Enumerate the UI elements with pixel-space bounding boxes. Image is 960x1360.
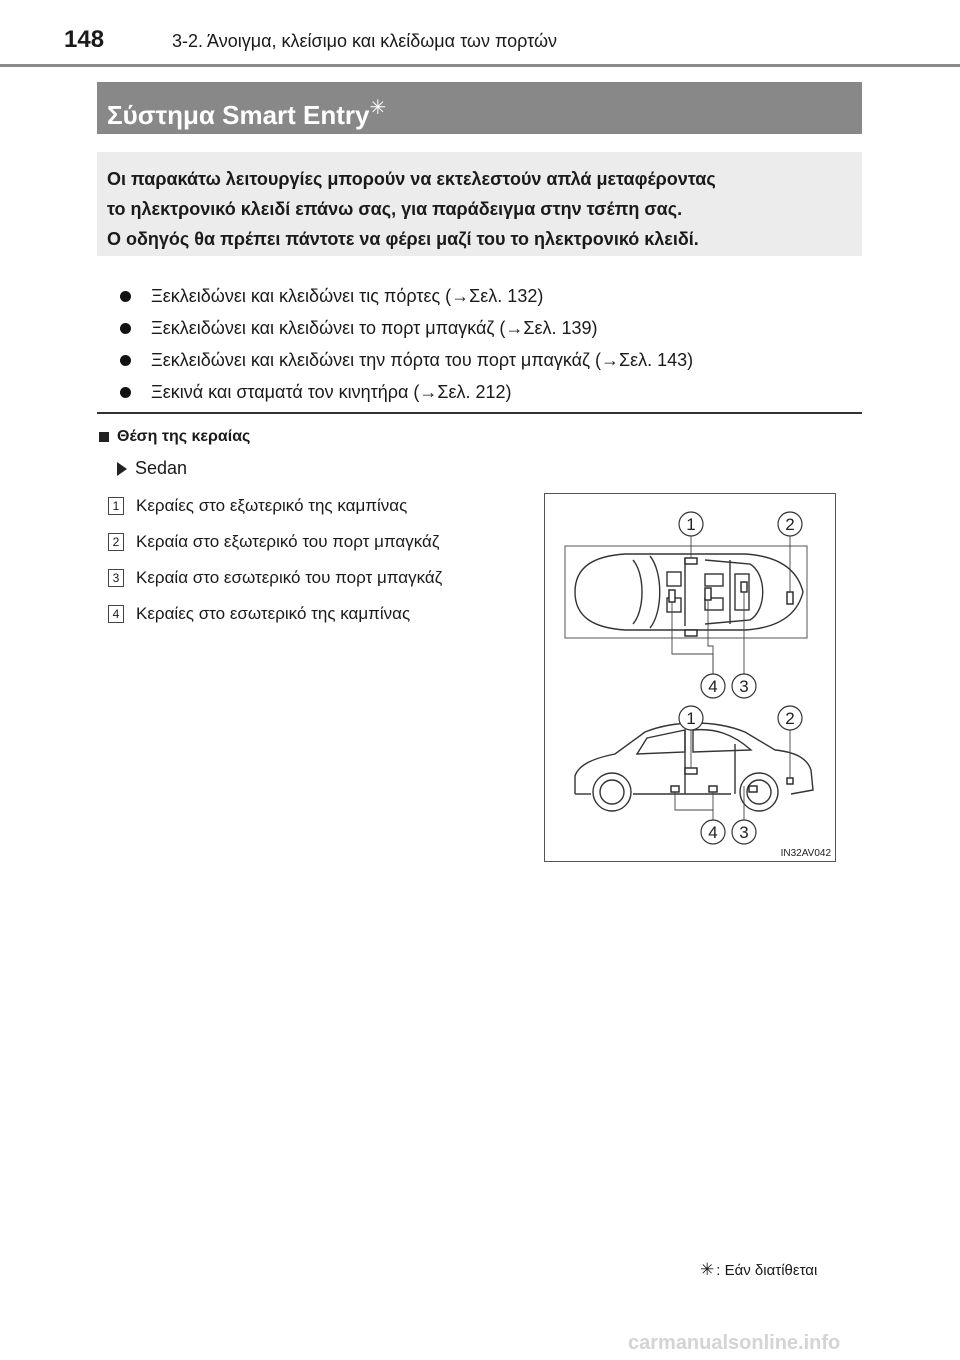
list-item bbox=[110, 280, 693, 312]
side-callouts bbox=[679, 706, 802, 844]
page-number: 148 bbox=[64, 26, 105, 53]
footnote-text: : Εάν διατίθεται bbox=[716, 1261, 818, 1279]
intro-line: το ηλεκτρονικό κλειδί επάνω σας, για παράδειγμα στην τσέπη σας. bbox=[107, 199, 683, 219]
antenna-heading bbox=[99, 428, 250, 446]
bullet-icon bbox=[120, 355, 131, 366]
bullet-icon bbox=[120, 387, 131, 398]
legend-number: 4 bbox=[108, 605, 124, 623]
callout-label: 3 bbox=[739, 823, 749, 842]
callout-label: 3 bbox=[739, 677, 749, 696]
legend-item bbox=[108, 560, 442, 596]
list-item bbox=[110, 312, 693, 344]
legend-label: Κεραίες στο εξωτερικό της καμπίνας bbox=[136, 496, 408, 515]
legend-number: 1 bbox=[108, 497, 124, 515]
callout-label: 4 bbox=[708, 677, 718, 696]
watermark: carmanualsonline.info bbox=[628, 1332, 841, 1354]
legend-item bbox=[108, 596, 442, 632]
section-title: Σύστημα Smart Entry bbox=[107, 100, 370, 130]
callout-label: 4 bbox=[708, 823, 718, 842]
legend-item bbox=[108, 488, 442, 524]
car-side-view-icon bbox=[575, 723, 813, 794]
callout-label: 2 bbox=[785, 709, 795, 728]
legend-label: Κεραία στο εσωτερικό του πορτ μπαγκάζ bbox=[136, 568, 443, 587]
legend-number: 2 bbox=[108, 533, 124, 551]
intro-line: Οι παρακάτω λειτουργίες μπορούν να εκτελεστούν απλά μεταφέροντας bbox=[107, 169, 716, 189]
feature-text: Ξεκλειδώνει και κλειδώνει τις πόρτες (→Σελ. 132) bbox=[151, 285, 544, 306]
triangle-bullet-icon bbox=[117, 462, 127, 476]
intro-box bbox=[97, 152, 862, 256]
section-divider bbox=[97, 412, 862, 414]
figure-id: IN32AV042 bbox=[780, 848, 831, 859]
bullet-icon bbox=[120, 323, 131, 334]
square-bullet-icon bbox=[99, 432, 109, 442]
antenna-heading-text: Θέση της κεραίας bbox=[117, 428, 251, 445]
antenna-location-figure bbox=[544, 493, 836, 862]
antenna-legend bbox=[108, 488, 442, 632]
header-divider bbox=[0, 64, 960, 67]
top-callouts bbox=[679, 512, 802, 698]
feature-text: Ξεκλειδώνει και κλειδώνει την πόρτα του πορτ μπαγκάζ (→Σελ. 143) bbox=[151, 349, 694, 370]
car-diagram bbox=[545, 494, 835, 861]
model-text: Sedan bbox=[135, 458, 188, 478]
chapter-title: 3-2. Άνοιγμα, κλείσιμο και κλείδωμα των πορτών bbox=[172, 31, 558, 51]
callout-label: 2 bbox=[785, 515, 795, 534]
legend-label: Κεραίες στο εσωτερικό της καμπίνας bbox=[136, 604, 411, 623]
optional-marker-icon: ✳ bbox=[369, 97, 387, 119]
legend-item bbox=[108, 524, 442, 560]
optional-marker-icon: ✳ bbox=[700, 1260, 715, 1279]
feature-text: Ξεκινά και σταματά τον κινητήρα (→Σελ. 212) bbox=[151, 381, 512, 402]
callout-label: 1 bbox=[686, 515, 696, 534]
intro-line: Ο οδηγός θα πρέπει πάντοτε να φέρει μαζί του το ηλεκτρονικό κλειδί. bbox=[107, 229, 699, 249]
callout-label: 1 bbox=[686, 709, 696, 728]
side-callout-leaders bbox=[675, 730, 790, 820]
model-label bbox=[117, 458, 187, 479]
antenna-markers-side bbox=[671, 768, 793, 792]
feature-text: Ξεκλειδώνει και κλειδώνει το πορτ μπαγκάζ (→Σελ. 139) bbox=[151, 317, 598, 338]
feature-list bbox=[110, 280, 693, 408]
top-callout-leaders bbox=[672, 536, 790, 674]
footnote bbox=[700, 1260, 817, 1280]
section-title-bar bbox=[97, 82, 862, 134]
list-item bbox=[110, 376, 693, 408]
list-item bbox=[110, 344, 693, 376]
legend-number: 3 bbox=[108, 569, 124, 587]
legend-label: Κεραία στο εξωτερικό του πορτ μπαγκάζ bbox=[136, 532, 440, 551]
car-top-view-icon bbox=[575, 554, 803, 630]
bullet-icon bbox=[120, 291, 131, 302]
